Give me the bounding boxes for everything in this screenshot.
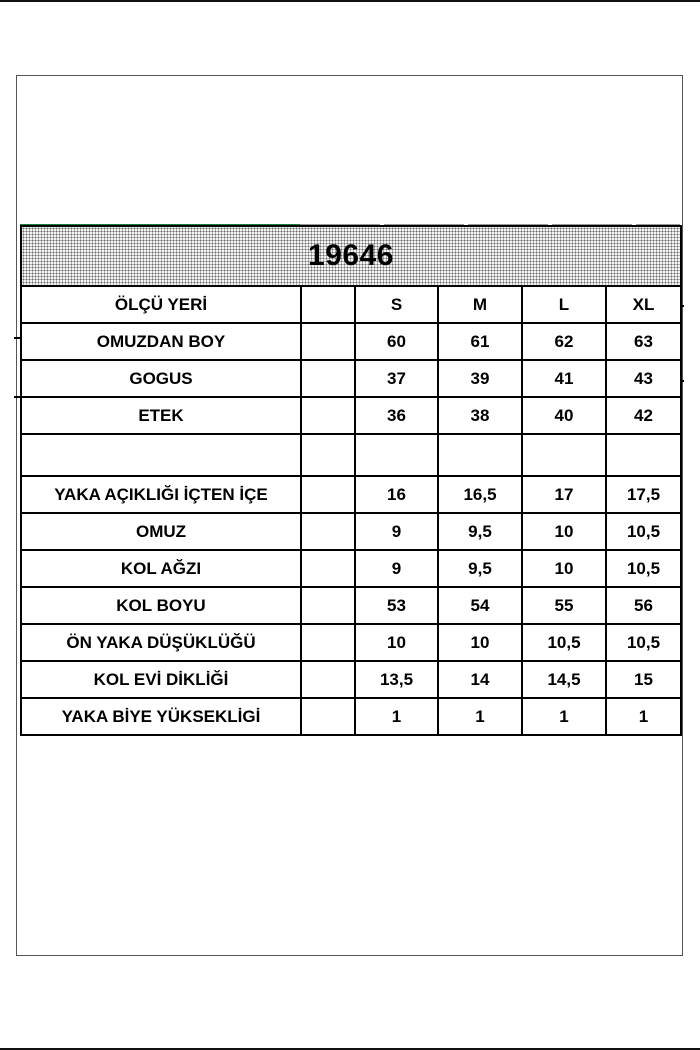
value-cell: 63 (606, 323, 681, 360)
size-header-xl: XL (606, 286, 681, 323)
spacer-cell (301, 397, 355, 434)
table-row (21, 550, 681, 587)
value-cell: 10,5 (606, 624, 681, 661)
spacer-cell (301, 476, 355, 513)
value-cell: 53 (355, 587, 438, 624)
value-cell: 1 (438, 698, 522, 735)
size-chart-sheet (20, 225, 680, 736)
table-row (21, 661, 681, 698)
value-cell: 10 (522, 550, 606, 587)
value-cell: 9 (355, 550, 438, 587)
spacer-cell (301, 587, 355, 624)
value-cell: 14 (438, 661, 522, 698)
spacer-cell (301, 550, 355, 587)
size-header-l: L (522, 286, 606, 323)
size-header-m: M (438, 286, 522, 323)
value-cell: 42 (606, 397, 681, 434)
page-top-border (0, 0, 700, 2)
value-cell: 10 (522, 513, 606, 550)
row-label: YAKA BİYE YÜKSEKLİGİ (21, 698, 301, 735)
table-row (21, 323, 681, 360)
value-cell: 1 (522, 698, 606, 735)
value-cell: 38 (438, 397, 522, 434)
spacer-cell (301, 286, 355, 323)
value-cell: 17 (522, 476, 606, 513)
value-cell: 10 (355, 624, 438, 661)
table-row (21, 397, 681, 434)
row-label: OMUZDAN BOY (21, 323, 301, 360)
value-cell: 54 (438, 587, 522, 624)
value-cell: 14,5 (522, 661, 606, 698)
value-cell: 10,5 (522, 624, 606, 661)
value-cell: 43 (606, 360, 681, 397)
row-label: ÖN YAKA DÜŞÜKLÜĞÜ (21, 624, 301, 661)
value-cell: 9,5 (438, 550, 522, 587)
row-label: ETEK (21, 397, 301, 434)
value-cell (522, 434, 606, 476)
value-cell: 16 (355, 476, 438, 513)
spacer-cell (301, 360, 355, 397)
value-cell: 9,5 (438, 513, 522, 550)
value-cell: 40 (522, 397, 606, 434)
table-row (21, 360, 681, 397)
measurement-column-header: ÖLÇÜ YERİ (21, 286, 301, 323)
value-cell: 39 (438, 360, 522, 397)
row-label: GOGUS (21, 360, 301, 397)
row-label: KOL EVİ DİKLİĞİ (21, 661, 301, 698)
value-cell: 36 (355, 397, 438, 434)
spacer-cell (301, 434, 355, 476)
row-label: KOL AĞZI (21, 550, 301, 587)
value-cell: 41 (522, 360, 606, 397)
value-cell: 1 (606, 698, 681, 735)
size-chart-table (20, 225, 682, 736)
value-cell: 37 (355, 360, 438, 397)
value-cell: 61 (438, 323, 522, 360)
spacer-cell (301, 698, 355, 735)
spacer-cell (301, 624, 355, 661)
table-row (21, 624, 681, 661)
value-cell: 1 (355, 698, 438, 735)
value-cell (355, 434, 438, 476)
value-cell: 10,5 (606, 513, 681, 550)
table-header-row (21, 286, 681, 323)
value-cell: 62 (522, 323, 606, 360)
row-label: OMUZ (21, 513, 301, 550)
table-row-blank (21, 434, 681, 476)
value-cell (438, 434, 522, 476)
value-cell: 10 (438, 624, 522, 661)
value-cell (606, 434, 681, 476)
table-row (21, 587, 681, 624)
spacer-cell (301, 513, 355, 550)
value-cell: 15 (606, 661, 681, 698)
model-code-header (21, 226, 681, 286)
table-row (21, 698, 681, 735)
value-cell: 56 (606, 587, 681, 624)
table-row (21, 513, 681, 550)
row-label: KOL BOYU (21, 587, 301, 624)
value-cell: 10,5 (606, 550, 681, 587)
value-cell: 9 (355, 513, 438, 550)
value-cell: 17,5 (606, 476, 681, 513)
row-label (21, 434, 301, 476)
value-cell: 13,5 (355, 661, 438, 698)
value-cell: 16,5 (438, 476, 522, 513)
table-row (21, 476, 681, 513)
model-code: 19646 (308, 239, 394, 272)
row-label: YAKA AÇIKLIĞI İÇTEN İÇE (21, 476, 301, 513)
spacer-cell (301, 323, 355, 360)
size-header-s: S (355, 286, 438, 323)
value-cell: 60 (355, 323, 438, 360)
value-cell: 55 (522, 587, 606, 624)
spacer-cell (301, 661, 355, 698)
